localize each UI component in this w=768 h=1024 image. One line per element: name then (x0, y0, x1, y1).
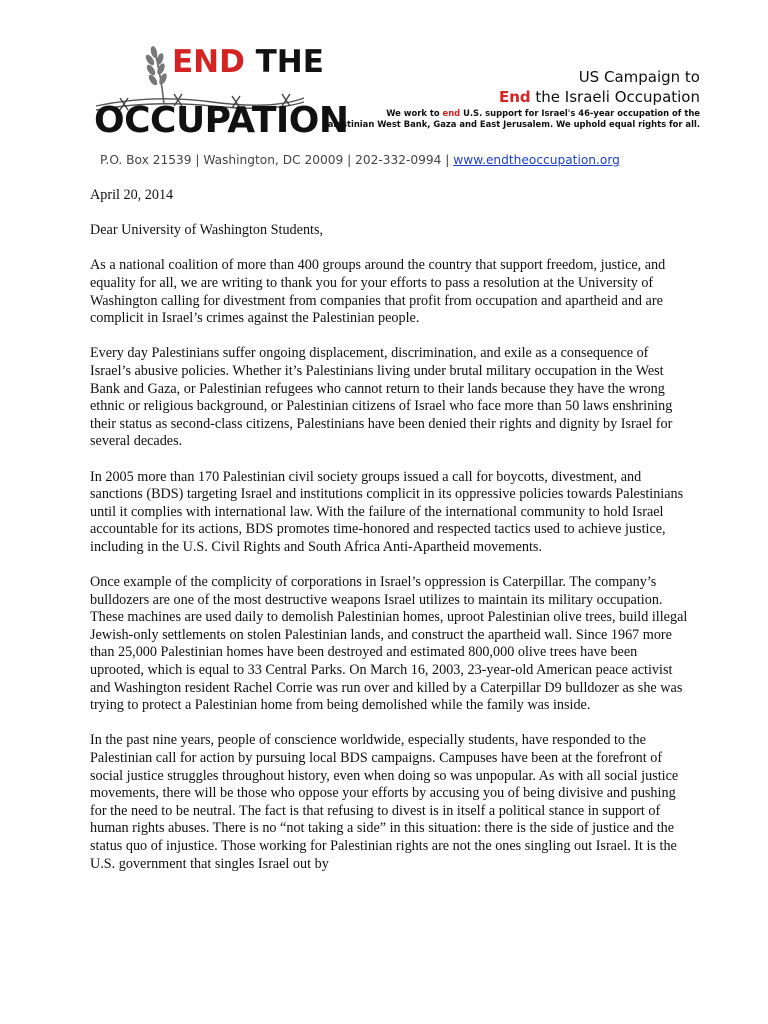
org-name-rest: the Israeli Occupation (535, 88, 700, 106)
mission-line2: Palestinian West Bank, Gaza and East Jerusalem. We uphold equal rights for all. (321, 119, 700, 129)
contact-address: P.O. Box 21539 | Washington, DC 20009 | 202-332-0994 | (100, 153, 454, 167)
mission-line1 (280, 108, 700, 119)
org-end-word: End (498, 88, 531, 106)
logo-the-word: THE (255, 44, 324, 80)
org-name-line2 (499, 87, 700, 107)
paragraph-4: Once example of the complicity of corporations in Israel’s oppression is Caterpillar. The company’s bulldozers are one of the most destructive weapons Israel utilizes to maintain its military occupation. These machines are used daily to demolish Palestinian homes, uproot Palestinian olive trees, build illegal Jewish-only settlements on stolen Palestinian lands, and construct the apartheid wall. Since 1967 more than 25,000 Palestinian homes have been destroyed and estimated 800,000 olive trees have been uprooted, which is equal to 33 Central Parks. On March 16, 2003, 23-year-old American peace activist and Washington resident Rachel Corrie was run over and killed by a Caterpillar D9 bulldozer as she was trying to protect a Palestinian home from being demolished while the family was inside. (90, 574, 688, 714)
logo-end-the-text (172, 44, 324, 80)
org-name (499, 68, 700, 107)
contact-line (100, 153, 700, 167)
mission-end-word: end (442, 108, 461, 118)
letter-body (90, 187, 690, 891)
logo-occupation-word: OCCUPATION (94, 100, 349, 141)
logo-end-word: END (172, 44, 245, 80)
paragraph-5: In the past nine years, people of conscience worldwide, especially students, have responded to the Palestinian call for action by pursuing local BDS campaigns. Campuses have been at the forefront of social justice struggles throughout history, even when doing so was unpopular. As with all social justice movements, there will be those who oppose your efforts by accusing you of being divisive and pushing for the need to be neutral. The fact is that refusing to divest is in itself a political stance in support of human rights abuses. There is no “not taking a side” in this situation: there is the side of justice and the status quo of injustice. Those working for Palestinian rights are not the ones singling out Israel. It is the U.S. government that singles Israel out by (90, 732, 679, 872)
mission-rest: U.S. support for Israel's 46-year occupation of the (460, 108, 700, 118)
mission-pre: We work to (386, 108, 443, 118)
end-the-occupation-logo (92, 44, 349, 152)
org-name-line1: US Campaign to (578, 68, 700, 86)
website-link[interactable]: www.endtheoccupation.org (453, 153, 620, 167)
mission-statement (280, 108, 700, 130)
paragraph-2: Every day Palestinians suffer ongoing displacement, discrimination, and exile as a consequence of Israel’s abusive policies. Whether it’s Palestinians living under brutal military occupation in the West Bank and Gaza, or Palestinian refugees who cannot return to their lands because they have the wrong ethnic or religious background, or Palestinian citizens of Israel who face more than 50 laws enshrining their status as second-class citizens, Palestinians have been denied their rights and dignity by Israel for several decades. (90, 345, 673, 450)
letter-date: April 20, 2014 (90, 187, 174, 203)
paragraph-1: As a national coalition of more than 400 groups around the country that support freedom, justice, and equality for all, we are writing to thank you for your efforts to pass a resolution at the University of Washington calling for divestment from companies that profit from occupation and apartheid and are complicit in Israel’s crimes against the Palestinian people. (90, 257, 666, 327)
salutation: Dear University of Washington Students, (90, 222, 324, 239)
paragraph-3: In 2005 more than 170 Palestinian civil society groups issued a call for boycotts, divestment, and sanctions (BDS) targeting Israel and institutions complicit in its oppressive policies towards Palestinians until it complies with international law. With the failure of the international community to hold Israel accountable for its actions, BDS promotes time-honored and respected tactics used to achieve justice, including in the U.S. Civil Rights and South Africa Anti-Apartheid movements. (90, 468, 684, 555)
